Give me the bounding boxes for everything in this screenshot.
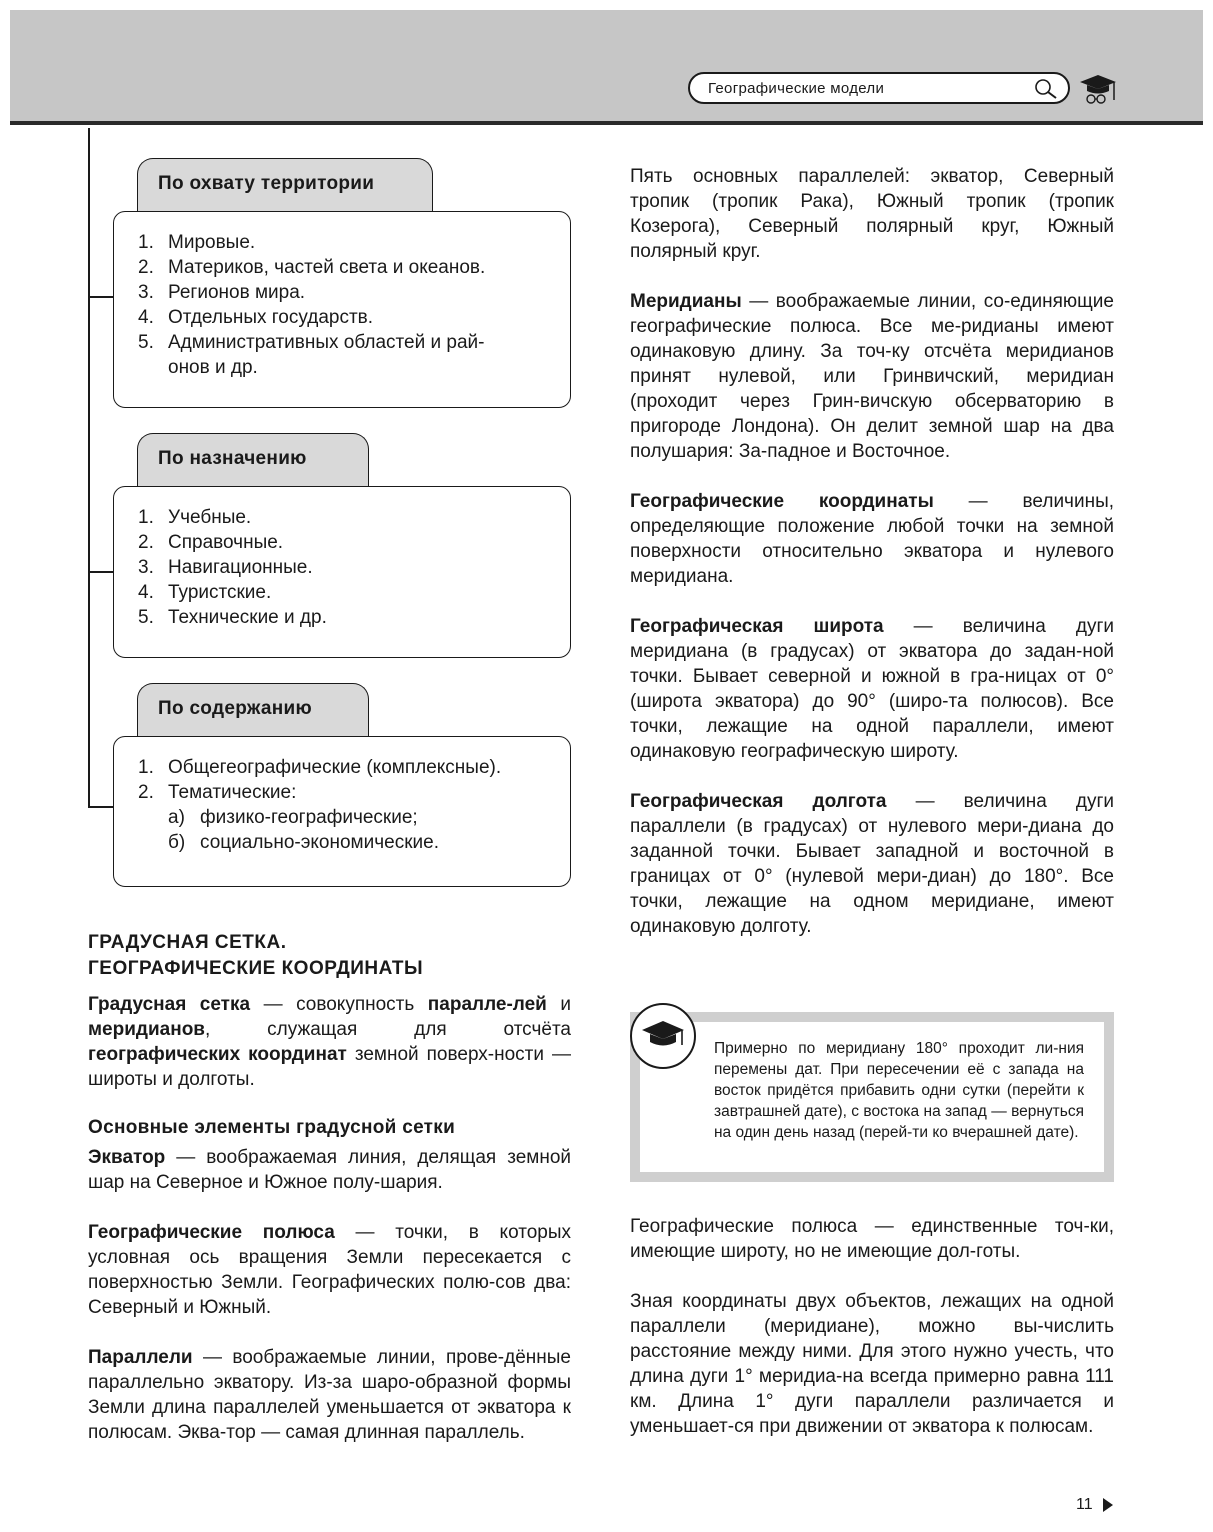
subsection-title: Основные элементы градусной сетки xyxy=(88,1117,456,1138)
search-bar[interactable] xyxy=(688,72,1070,104)
right-text-column xyxy=(630,164,1114,939)
left-text-column xyxy=(88,930,571,1445)
next-page-arrow-icon xyxy=(1102,1497,1114,1513)
graduation-cap-icon xyxy=(640,1015,686,1055)
note-box xyxy=(630,1012,1114,1182)
tree-tick xyxy=(88,571,114,573)
list-item: 2. Справочные. xyxy=(138,532,284,553)
list-item: 4. Отдельных государств. xyxy=(138,307,374,328)
paragraph: Пять основных параллелей: экватор, Северный тропик (тропик Рака), Южный тропик (тропик Козерога), Северный полярный круг, Южный полярный круг. xyxy=(630,166,1114,262)
group-title: По охвату территории xyxy=(137,158,433,212)
list-item: 2. Тематические: xyxy=(138,782,297,803)
paragraph: Географические полюса — единственные точ-ки, имеющие широту, но не имеющие дол-готы. xyxy=(630,1216,1114,1262)
paragraph: Экватор — воображаемая линия, делящая земной шар на Северное и Южное полу-шария. xyxy=(88,1147,571,1193)
note-badge xyxy=(630,1003,696,1069)
tree-connector xyxy=(88,128,90,806)
list-item: 1. Общегеографические (комплексные). xyxy=(138,757,502,778)
group-title: По содержанию xyxy=(137,683,369,737)
header-band xyxy=(10,10,1203,125)
group-box xyxy=(113,736,571,887)
list-item: 5. Технические и др. xyxy=(138,607,327,628)
paragraph: Географическая долгота — величина дуги параллели (в градусах) от нулевого мери-диана до заданной точки. Бывает западной и восточной в границах от 0° (нулевой мери-диан) до 180°. Все точки, лежащие на одном меридиане, имеют одинаковую долготу. xyxy=(630,791,1114,937)
paragraph: Градусная сетка — совокупность паралле-лей и меридианов, служащая для отсчёта географических координат земной поверх-ности — широты и долготы. xyxy=(88,994,571,1090)
section-title: ГЕОГРАФИЧЕСКИЕ КООРДИНАТЫ xyxy=(88,958,424,979)
sub-list-item: б) социально-экономические. xyxy=(168,832,439,853)
paragraph: Параллели — воображаемые линии, прове-дённые параллельно экватору. Из-за шаро-образной формы Земли длина параллелей уменьшается от экватора к полюсам. Эква-тор — самая длинная параллель. xyxy=(88,1347,571,1443)
list-item: 3. Регионов мира. xyxy=(138,282,306,303)
tree-tick xyxy=(88,806,114,808)
section-title: ГРАДУСНАЯ СЕТКА. xyxy=(88,932,287,953)
list-item: 3. Навигационные. xyxy=(138,557,313,578)
search-text: Географические модели xyxy=(708,80,885,97)
group-box xyxy=(113,486,571,658)
list-item: 4. Туристские. xyxy=(138,582,272,603)
list-item: 5. Административных областей и рай- онов и др. xyxy=(138,332,485,378)
paragraph: Географическая широта — величина дуги меридиана (в градусах) от экватора до задан-ной точки. Бывает северной и южной в гра-ницах от 0° (широта экватора) до 90° (широ-та полюсов). Все точки, лежащие на одной параллели, имеют одинаковую географическую широту. xyxy=(630,616,1114,762)
paragraph: Географические полюса — точки, в которых условная ось вращения Земли пересекается с поверхностью Земли. Географических полю-сов два: Северный и Южный. xyxy=(88,1222,572,1318)
group-title: По назначению xyxy=(137,433,369,487)
group-box xyxy=(113,211,571,408)
page-number: 11 xyxy=(1076,1496,1093,1513)
paragraph: Зная координаты двух объектов, лежащих на одной параллели (меридиане), можно вы-числить расстояние между ними. Для этого нужно учесть, что длина дуги 1° меридиа-на всегда примерно равна 111 км. Длина 1° дуги параллели различается и уменьшает-ся при движении от экватора к полюсам. xyxy=(630,1291,1114,1437)
sub-list-item: а) физико-географические; xyxy=(168,807,418,828)
paragraph: Географические координаты — величины, определяющие положение любой точки на земной поверхности относительно экватора и нулевого меридиана. xyxy=(630,491,1114,587)
graduation-cap-glasses-icon xyxy=(1076,70,1118,106)
search-icon xyxy=(1034,78,1058,100)
note-text: Примерно по меридиану 180° проходит ли-ния перемены дат. При пересечении её с запада на восток придётся прибавить одни сутки (перейти к завтрашней дате), с востока на запад — вернуться на один день назад (перей-ти ко вчерашней дате). xyxy=(640,1022,1104,1172)
list-item: 2. Материков, частей света и океанов. xyxy=(138,257,486,278)
right-text-column-bottom xyxy=(630,1214,1114,1439)
list-item: 1. Учебные. xyxy=(138,507,252,528)
list-item: 1. Мировые. xyxy=(138,232,256,253)
paragraph: Меридианы — воображаемые линии, со-единяющие географические полюса. Все ме-ридианы имеют одинаковую длину. За точ-ку отсчёта меридианов принят нулевой, или Гринвичский, меридиан (проходит через Грин-вичскую обсерваторию в пригороде Лондона). Он делит земной шар на два полушария: За-падное и Восточное. xyxy=(630,291,1114,462)
tree-tick xyxy=(88,296,114,298)
